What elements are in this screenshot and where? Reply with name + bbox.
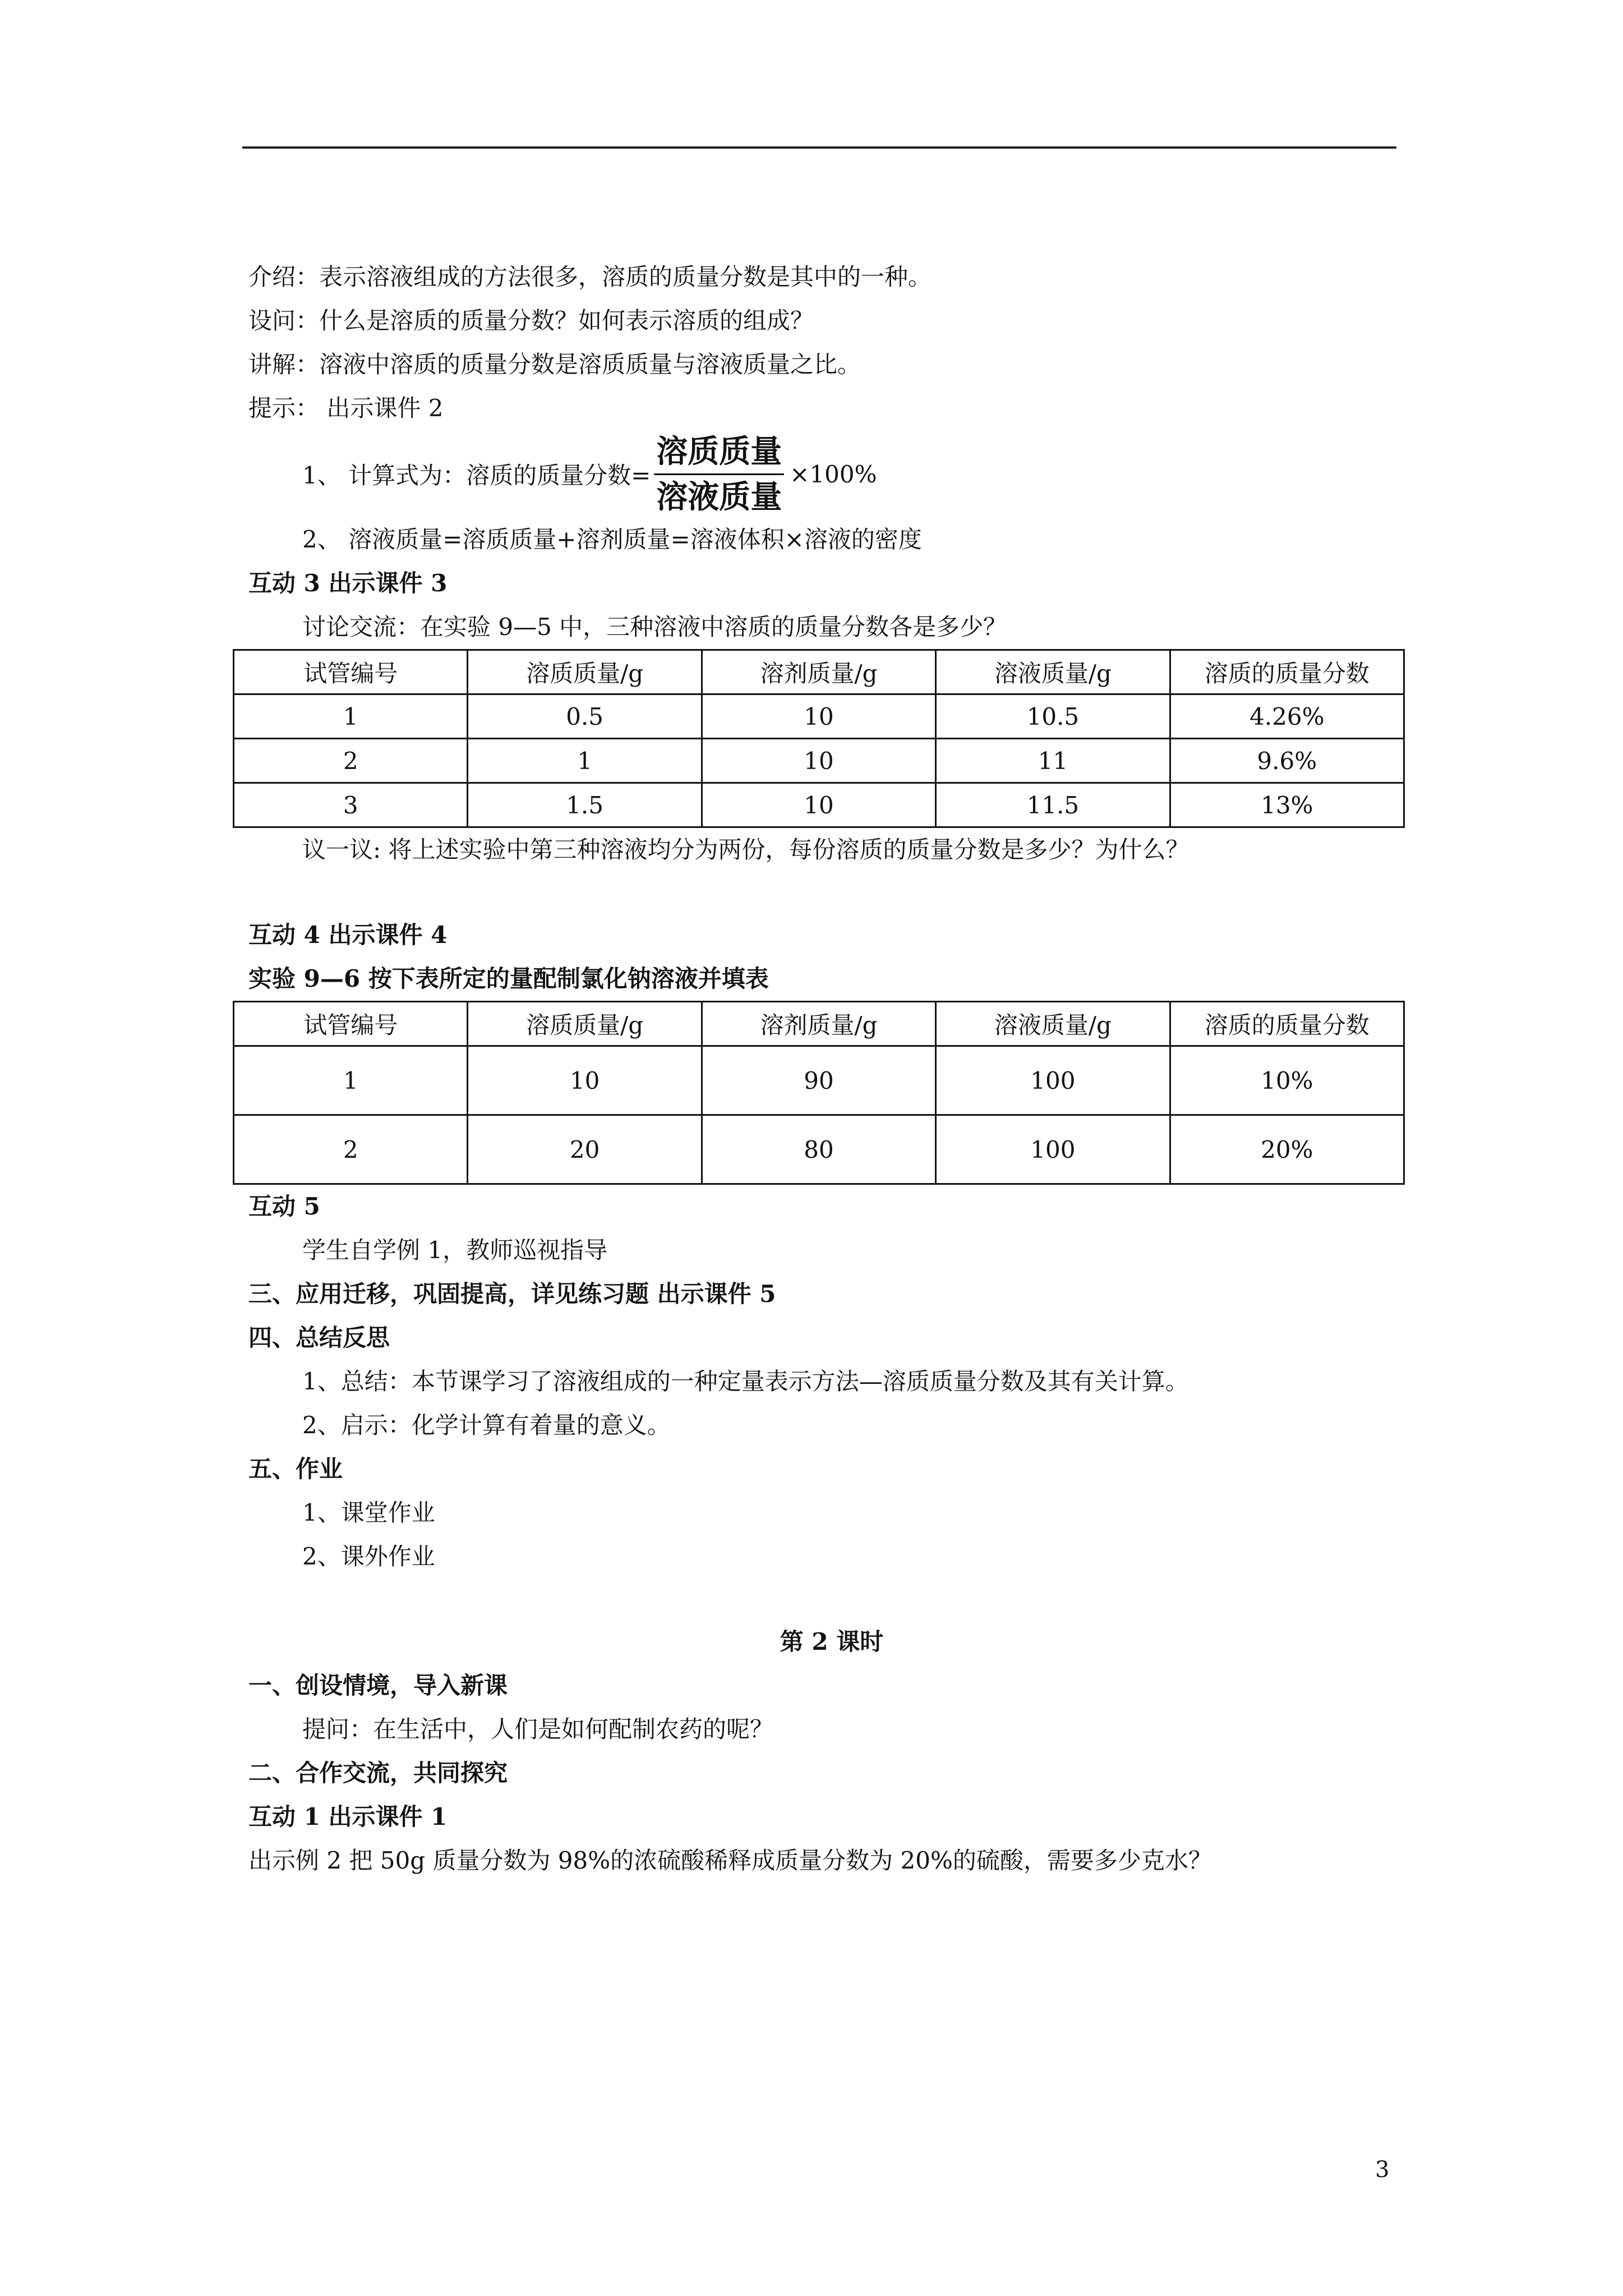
table-cell: 90 [702,1046,935,1115]
table-row [234,694,1404,739]
table-row [234,783,1404,827]
spacer [248,872,1415,913]
table-cell: 0.5 [468,694,702,739]
table-header-row [234,650,1404,694]
table-header-cell: 溶质的质量分数 [1170,650,1404,694]
table-header-cell: 溶质质量/g [468,650,702,694]
table-cell: 2 [234,1115,468,1184]
question-line: 设问：什么是溶质的质量分数？如何表示溶质的组成？ [248,307,814,334]
table-cell: 11.5 [936,783,1170,827]
table-experiment-9-6 [233,1001,1405,1185]
table-cell: 1 [234,1046,468,1115]
formula-fraction [654,432,784,517]
section5-heading: 五、作业 [248,1455,343,1483]
lesson2-section1-heading: 一、创设情境，导入新课 [248,1672,508,1699]
section4-heading: 四、总结反思 [248,1324,390,1351]
table-cell: 10.5 [936,694,1170,739]
summary-item: 1、总结：本节课学习了溶液组成的一种定量表示方法—溶质质量分数及其有关计算。 [302,1368,1189,1395]
table-row [234,739,1404,783]
table-header-cell: 溶质质量/g [468,1002,702,1046]
document-body [248,255,1415,1883]
lesson2-section2-heading: 二、合作交流，共同探究 [248,1759,508,1787]
table-header-cell: 试管编号 [234,650,468,694]
formula-numerator: 溶质质量 [656,432,782,470]
table-cell: 20% [1170,1115,1404,1184]
table-header-cell: 试管编号 [234,1002,468,1046]
intro-line: 介绍：表示溶液组成的方法很多，溶质的质量分数是其中的一种。 [248,263,932,291]
table-cell: 4.26% [1170,694,1404,739]
table-cell: 13% [1170,783,1404,827]
table-cell: 9.6% [1170,739,1404,783]
hint-line: 提示： 出示课件 2 [248,394,444,422]
table-cell: 10% [1170,1046,1404,1115]
table-cell: 1 [468,739,702,783]
table-cell: 100 [936,1115,1170,1184]
explain-line: 讲解：溶液中溶质的质量分数是溶质质量与溶液质量之比。 [248,351,861,378]
table-cell: 10 [468,1046,702,1115]
section3-heading: 三、应用迁移，巩固提高，详见练习题 出示课件 5 [248,1280,776,1308]
homework-item: 2、课外作业 [302,1543,435,1570]
interact5-heading: 互动 5 [248,1193,320,1220]
interact4-heading: 互动 4 出示课件 4 [248,921,448,949]
table-header-cell: 溶剂质量/g [702,1002,935,1046]
table-row [234,1115,1404,1184]
interact3-question: 讨论交流：在实验 9—5 中，三种溶液中溶质的质量分数各是多少？ [302,613,1007,641]
table-cell: 100 [936,1046,1170,1115]
lesson2-section1-text: 提问：在生活中，人们是如何配制农药的呢？ [302,1715,774,1743]
table-cell: 10 [702,739,935,783]
table-cell: 2 [234,739,468,783]
summary-item: 2、启示：化学计算有着量的意义。 [302,1411,671,1439]
formula-denominator: 溶液质量 [656,478,782,516]
formula-prefix: 1、 计算式为：溶质的质量分数= [302,462,651,489]
interact5-text: 学生自学例 1，教师巡视指导 [302,1236,608,1264]
table-cell: 80 [702,1115,935,1184]
table-header-row [234,1002,1404,1046]
table-header-cell: 溶剂质量/g [702,650,935,694]
table-cell: 10 [702,694,935,739]
lesson2-example: 出示例 2 把 50g 质量分数为 98%的浓硫酸稀释成质量分数为 20%的硫酸，需要多少克水？ [248,1847,1212,1874]
discuss-line: 议一议: 将上述实验中第三种溶液均分为两份，每份溶质的质量分数是多少？为什么？ [302,836,1189,863]
experiment-heading: 实验 9—6 按下表所定的量配制氯化钠溶液并填表 [248,965,769,992]
table-cell: 10 [702,783,935,827]
header-rule [242,146,1396,149]
table-row [234,1046,1404,1115]
table-header-cell: 溶液质量/g [936,650,1170,694]
table-cell: 20 [468,1115,702,1184]
interact3-heading: 互动 3 出示课件 3 [248,569,448,597]
table-cell: 1.5 [468,783,702,827]
lesson2-title: 第 2 课时 [780,1628,884,1655]
table-experiment-9-5 [233,649,1405,828]
formula-line [248,430,1415,518]
table-header-cell: 溶液质量/g [936,1002,1170,1046]
lesson2-interact1: 互动 1 出示课件 1 [248,1803,448,1830]
table-cell: 1 [234,694,468,739]
formula2-line: 2、 溶液质量=溶质质量+溶剂质量=溶液体积×溶液的密度 [302,526,922,553]
table-cell: 3 [234,783,468,827]
formula-suffix: ×100% [790,460,877,488]
spacer [248,1579,1415,1620]
homework-item: 1、课堂作业 [302,1499,435,1526]
page-number: 3 [1375,2157,1390,2183]
table-cell: 11 [936,739,1170,783]
table-header-cell: 溶质的质量分数 [1170,1002,1404,1046]
